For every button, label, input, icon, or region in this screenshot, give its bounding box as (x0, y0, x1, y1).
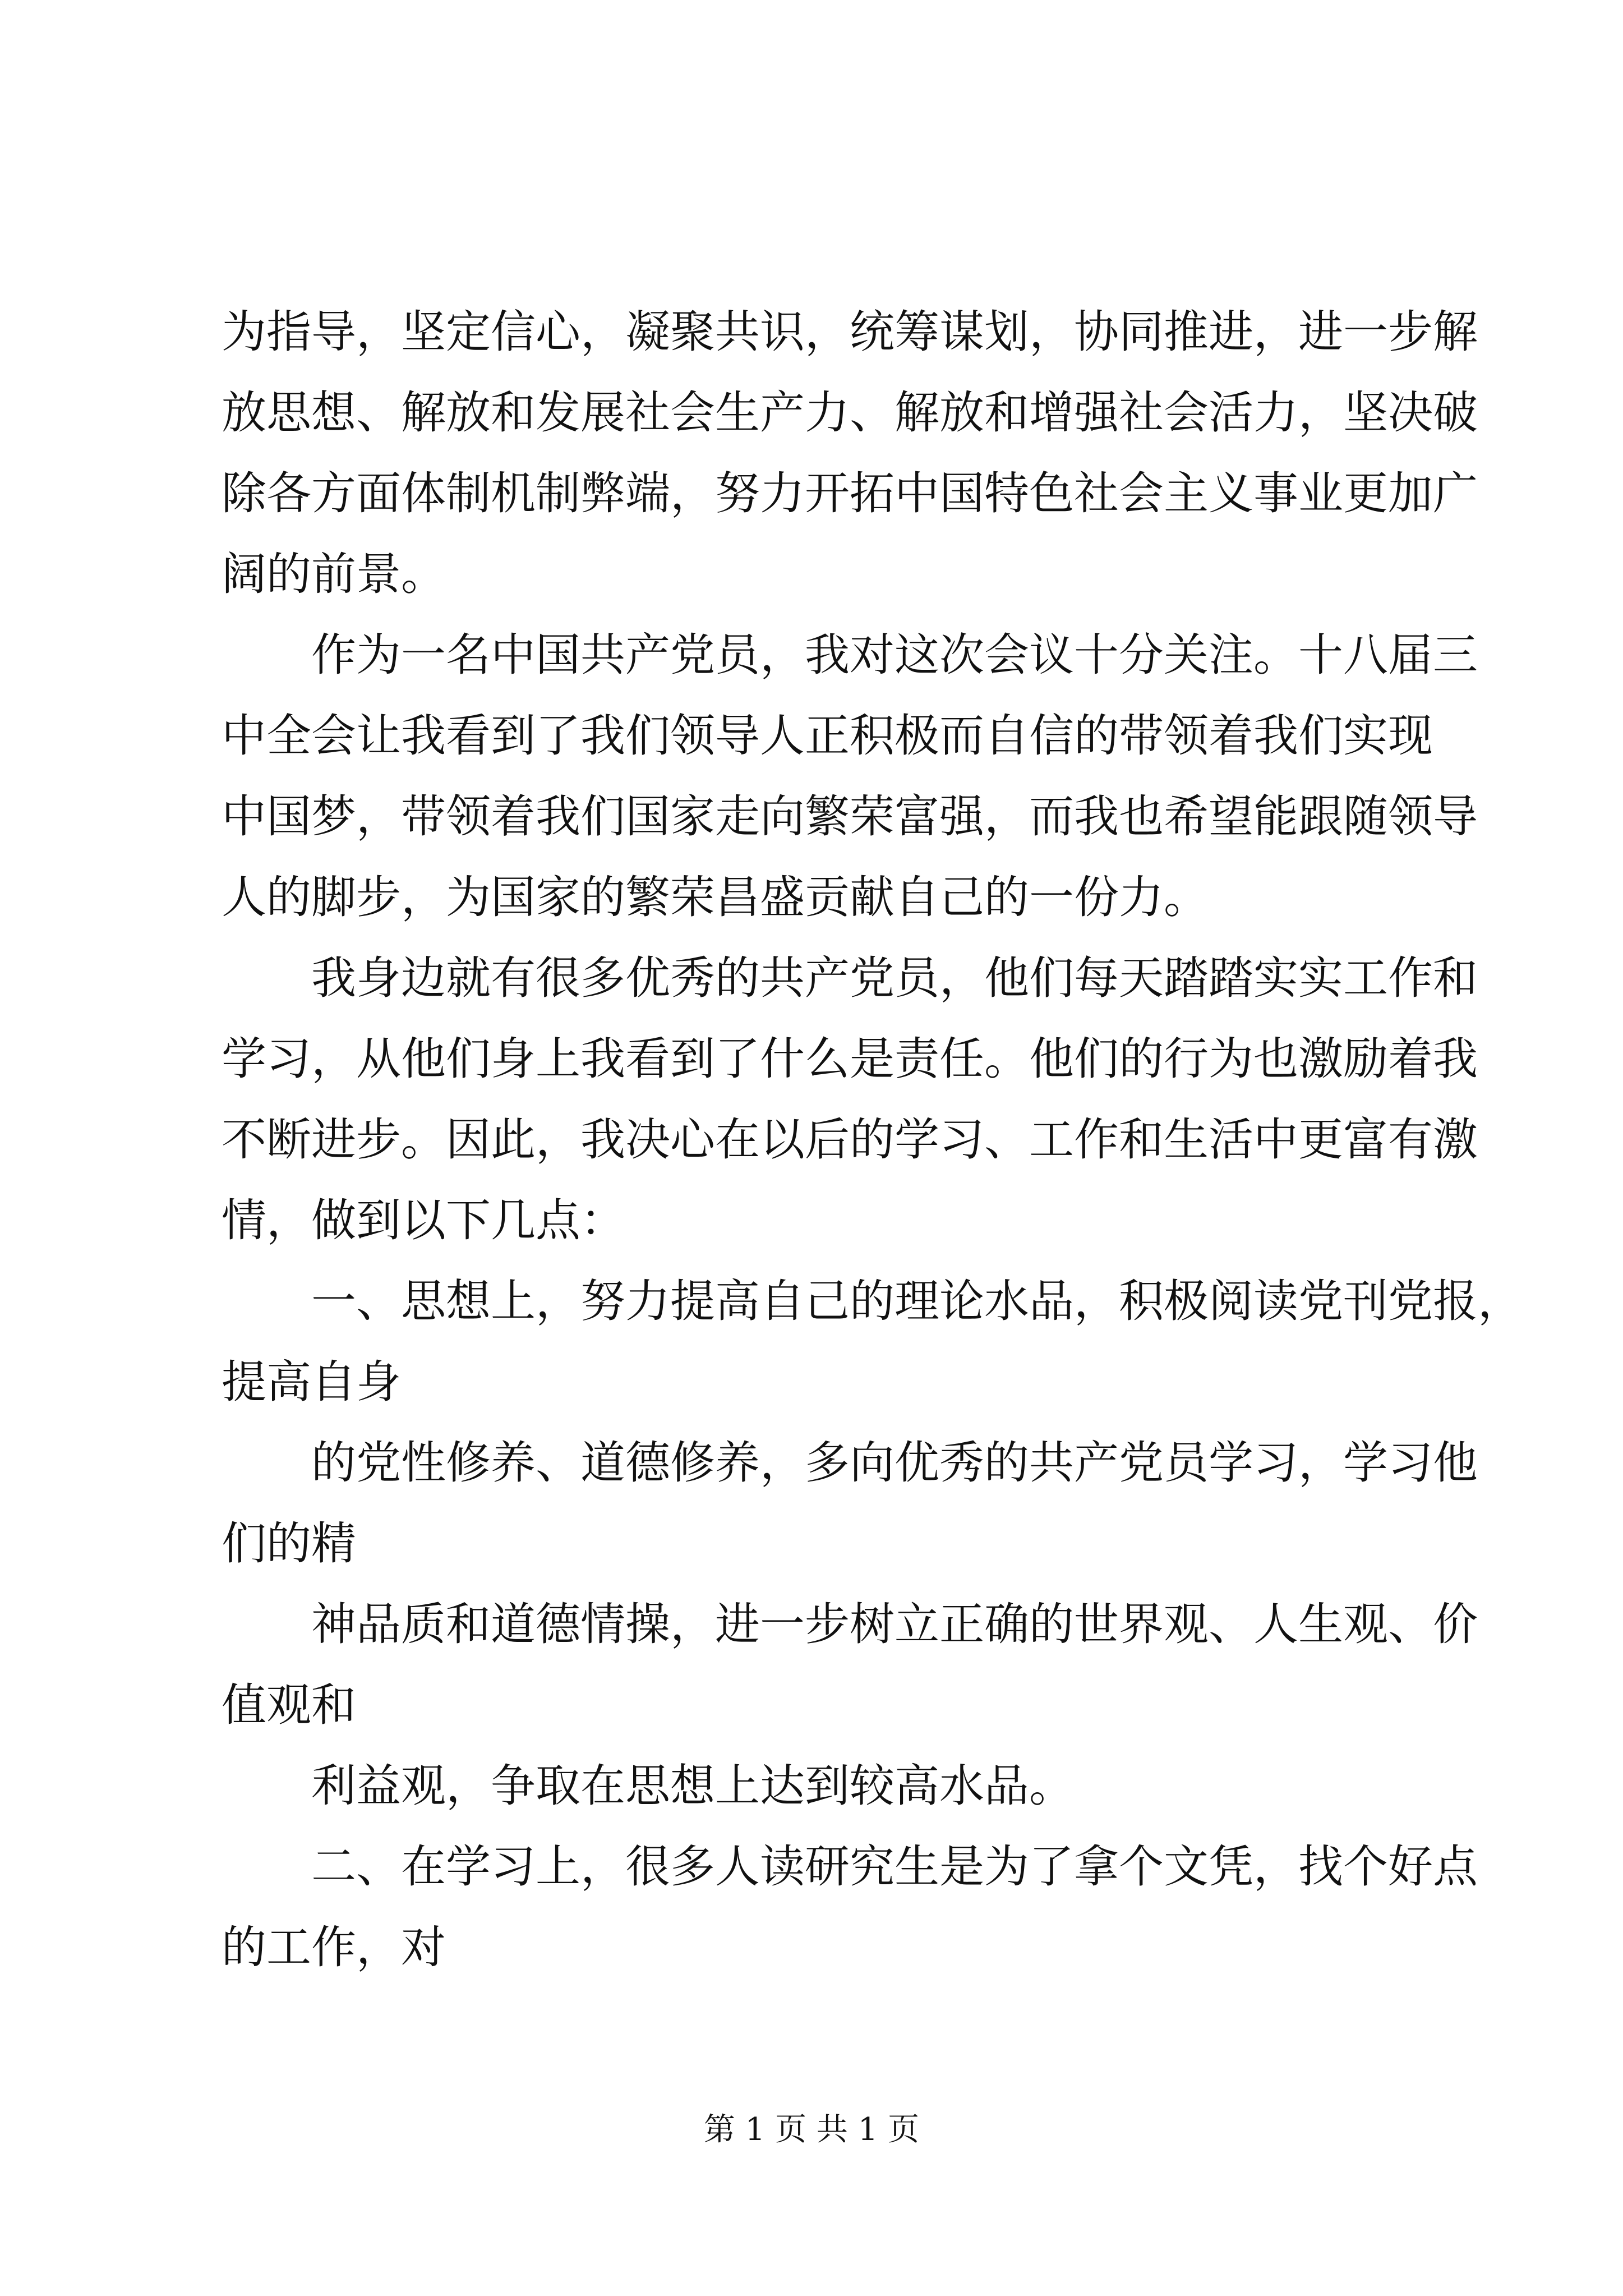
text-line: 阔的前景。 (222, 548, 446, 600)
text-line: 的党性修养、道德修养，多向优秀的共产党员学习，学习他 (311, 1437, 1478, 1489)
text-line: 放思想、解放和发展社会生产力、解放和增强社会活力，坚决破 (222, 386, 1478, 439)
text-line: 作为一名中国共产党员，我对这次会议十分关注。十八届三 (311, 629, 1478, 681)
text-line: 除各方面体制机制弊端，努力开拓中国特色社会主义事业更加广 (222, 467, 1478, 519)
text-line: 情，做到以下几点： (222, 1194, 625, 1246)
text-line: 不断进步。因此，我决心在以后的学习、工作和生活中更富有激 (222, 1114, 1478, 1166)
text-line: 学习，从他们身上我看到了什么是责任。他们的行为也激励着我 (222, 1033, 1478, 1085)
document-body (222, 292, 1523, 1988)
text-line: 中全会让我看到了我们领导人正积极而自信的带领着我们实现 (222, 710, 1433, 762)
text-line: 为指导，坚定信心，凝聚共识，统筹谋划，协同推进，进一步解 (222, 306, 1478, 358)
page-footer: 第 1 页 共 1 页 (703, 2111, 920, 2148)
text-line: 们的精 (222, 1517, 356, 1570)
text-line: 值观和 (222, 1679, 356, 1731)
text-line: 中国梦，带领着我们国家走向繁荣富强，而我也希望能跟随领导 (222, 790, 1478, 843)
text-line: 神品质和道德情操，进一步树立正确的世界观、人生观、价 (311, 1598, 1478, 1650)
text-line: 二、在学习上，很多人读研究生是为了拿个文凭，找个好点 (311, 1841, 1478, 1893)
text-line: 我身边就有很多优秀的共产党员，他们每天踏踏实实工作和 (311, 952, 1478, 1004)
text-line: 的工作，对 (222, 1921, 446, 1973)
text-line: 提高自身 (222, 1356, 401, 1408)
text-line: 利益观，争取在思想上达到较高水品。 (311, 1760, 1074, 1812)
text-line: 人的脚步，为国家的繁荣昌盛贡献自己的一份力。 (222, 871, 1209, 923)
text-line: 一、思想上，努力提高自己的理论水品，积极阅读党刊党报， (311, 1275, 1523, 1327)
